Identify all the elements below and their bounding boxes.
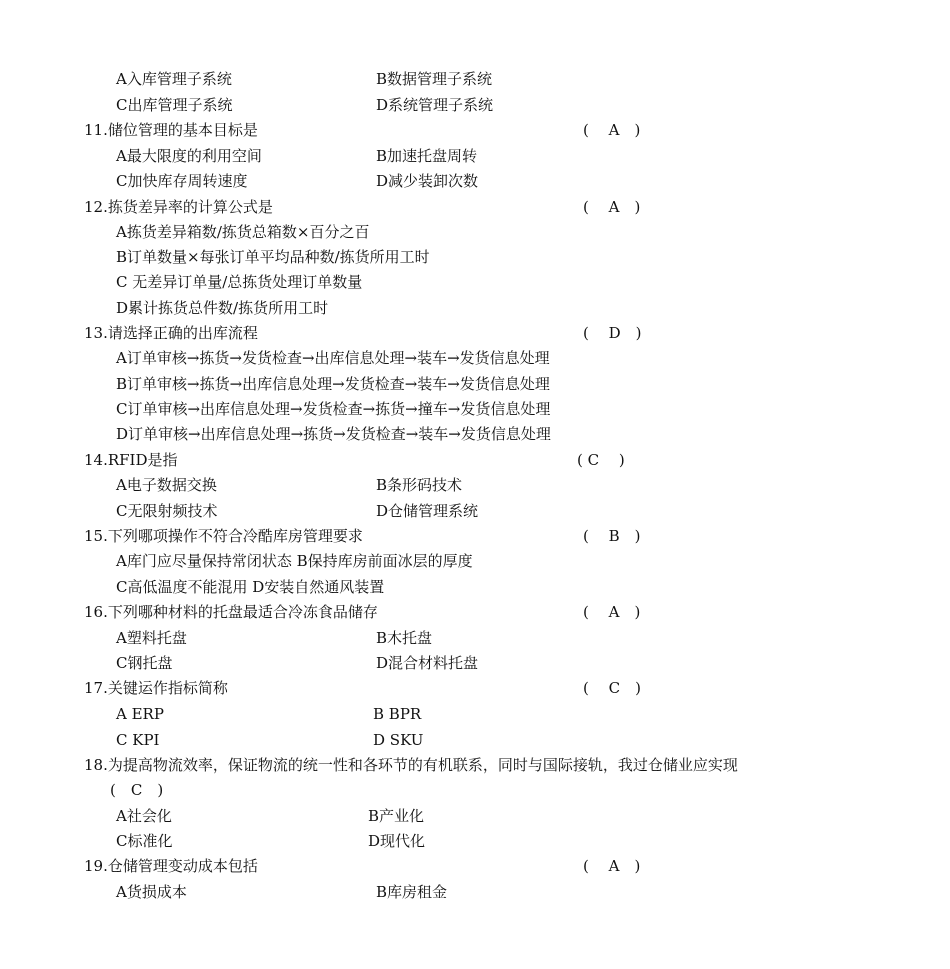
- q14-option-c: C无限射频技术: [116, 502, 218, 520]
- q17-option-d: D SKU: [373, 731, 424, 749]
- q13-option-c: C订单审核→出库信息处理→发货检查→拣货→撞车→发货信息处理: [116, 400, 551, 418]
- answer-11: ( A ): [583, 121, 641, 139]
- answer-14: ( C ): [577, 451, 625, 469]
- question-14: 14.RFID是指: [84, 451, 178, 469]
- question-15: 15.下列哪项操作不符合冷酷库房管理要求: [84, 527, 363, 545]
- q16-option-b: B木托盘: [376, 629, 433, 647]
- answer-15: ( B ): [583, 527, 641, 545]
- answer-12: ( A ): [583, 198, 641, 216]
- q12-option-c: C 无差异订单量/总拣货处理订单数量: [116, 273, 363, 291]
- q16-option-c: C钢托盘: [116, 654, 173, 672]
- q14-option-d: D仓储管理系统: [376, 502, 479, 520]
- question-13: 13.请选择正确的出库流程: [84, 324, 258, 342]
- answer-19: ( A ): [583, 857, 641, 875]
- q17-option-a: A ERP: [116, 705, 164, 723]
- option-d: D系统管理子系统: [376, 96, 494, 114]
- q13-option-b: B订单审核→拣货→出库信息处理→发货检查→装车→发货信息处理: [116, 375, 550, 393]
- q14-option-b: B条形码技术: [376, 476, 463, 494]
- q13-option-a: A订单审核→拣货→发货检查→出库信息处理→装车→发货信息处理: [116, 349, 550, 367]
- q14-option-a: A电子数据交换: [116, 476, 217, 494]
- option-b: B数据管理子系统: [376, 70, 493, 88]
- q15-option-ab: A库门应尽量保持常闭状态 B保持库房前面冰层的厚度: [116, 552, 473, 570]
- question-17: 17.关键运作指标简称: [84, 679, 228, 697]
- q12-option-b: B订单数量×每张订单平均品种数/拣货所用工时: [116, 248, 430, 266]
- q15-option-cd: C高低温度不能混用 D安装自然通风装置: [116, 578, 385, 596]
- q19-option-a: A货损成本: [116, 883, 187, 901]
- question-11: 11.储位管理的基本目标是: [84, 121, 258, 139]
- q18-option-c: C标准化: [116, 832, 173, 850]
- q11-option-c: C加快库存周转速度: [116, 172, 248, 190]
- answer-17: ( C ): [583, 679, 641, 697]
- question-18: 18.为提高物流效率，保证物流的统一性和各环节的有机联系，同时与国际接轨，我过仓储业应实现: [84, 756, 738, 774]
- option-a: A入库管理子系统: [116, 70, 232, 88]
- q16-option-a: A塑料托盘: [116, 629, 187, 647]
- q12-option-d: D累计拣货总件数/拣货所用工时: [116, 299, 329, 317]
- q18-option-b: B产业化: [368, 807, 425, 825]
- q18-option-d: D现代化: [368, 832, 426, 850]
- q17-option-b: B BPR: [373, 705, 422, 723]
- answer-16: ( A ): [583, 603, 641, 621]
- q19-option-b: B库房租金: [376, 883, 448, 901]
- answer-13: ( D ): [583, 324, 642, 342]
- q18-option-a: A社会化: [116, 807, 172, 825]
- q17-option-c: C KPI: [116, 731, 160, 749]
- q11-option-b: B加速托盘周转: [376, 147, 478, 165]
- answer-18: ( C ): [110, 781, 164, 799]
- question-19: 19.仓储管理变动成本包括: [84, 857, 258, 875]
- q16-option-d: D混合材料托盘: [376, 654, 479, 672]
- question-12: 12.拣货差异率的计算公式是: [84, 198, 273, 216]
- q11-option-d: D减少装卸次数: [376, 172, 479, 190]
- q11-option-a: A最大限度的利用空间: [116, 147, 262, 165]
- option-c: C出库管理子系统: [116, 96, 233, 114]
- question-16: 16.下列哪种材料的托盘最适合冷冻食品储存: [84, 603, 378, 621]
- q13-option-d: D订单审核→出库信息处理→拣货→发货检查→装车→发货信息处理: [116, 425, 551, 443]
- q12-option-a: A拣货差异箱数/拣货总箱数×百分之百: [116, 223, 370, 241]
